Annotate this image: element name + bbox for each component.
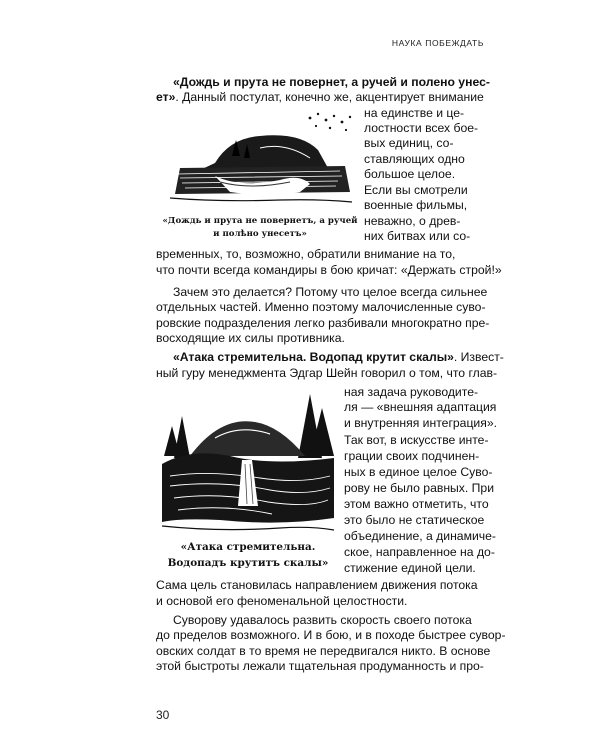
running-title: НАУКА ПОБЕЖДАТЬ [391, 38, 484, 48]
paragraph-4-line: Суворову удавалось развить скорость своего потока [173, 613, 472, 627]
page-number: 30 [156, 708, 170, 722]
paragraph-3-wrap-line: и внутренняя интеграция». [344, 416, 497, 430]
paragraph-1-line-1 [173, 75, 490, 90]
paragraph-3-wrap-line: это было не статическое [344, 513, 485, 527]
paragraph-4-line: этой быстроты лежали тщательная продуманность и про- [156, 659, 484, 673]
paragraph-3-wrap-line: рову не было равных. При [344, 481, 495, 495]
paragraph-1-wrap-line: неважно, о древ- [364, 214, 461, 228]
paragraph-3-wrap-line: грации своих подчинен- [344, 449, 480, 463]
figure-2-engraving [160, 386, 336, 534]
paragraph-4-line: овских солдат в то время не передвигался никто. В основе [156, 644, 491, 658]
paragraph-3-wrap-line: ское, направленное на до- [344, 545, 495, 559]
paragraph-1-wrap-line: военные фильмы, [364, 198, 468, 212]
mountain-waterfall-engraving [160, 386, 336, 534]
paragraph-3-line-1 [173, 350, 504, 365]
paragraph-1-full-line: временных, то, возможно, обратили внимание на то, [156, 247, 456, 261]
paragraph-3-text: . Извест- [453, 350, 504, 364]
paragraph-4-line: до пределов возможного. И в бою, и в походе быстрее сувор- [156, 628, 506, 642]
paragraph-3-wrap-line: ная задача руководите- [344, 385, 479, 399]
paragraph-1-wrap-line: Если вы смотрели [364, 183, 468, 197]
paragraph-1-wrap-line: них битвах или со- [364, 229, 471, 243]
paragraph-1-wrap-line: большое целое. [364, 167, 456, 181]
paragraph-3-full-line: и основой его феноменальной целостности. [156, 594, 408, 608]
figure-1-caption-line-2: и полѣно унесетъ» [213, 229, 307, 239]
paragraph-1-bold-quote-part2: ет» [156, 90, 176, 104]
paragraph-1-wrap-line: на единстве и це- [364, 106, 465, 120]
paragraph-3-line-2: ный гуру менеджмента Эдгар Шейн говорил о том, что глав- [156, 366, 498, 380]
paragraph-3-wrap-line: Так вот, в искусстве инте- [344, 433, 489, 447]
paragraph-3-wrap-line: объединение, а динамиче- [344, 529, 496, 543]
paragraph-1-wrap-line: лостности всех бое- [364, 121, 479, 135]
paragraph-2-line: ровские подразделения легко разбивали многократно пре- [156, 316, 490, 330]
paragraph-2-line: Зачем это делается? Потому что целое всегда сильнее [173, 285, 488, 299]
paragraph-3-wrap-line: этом важно отметить, что [344, 497, 489, 511]
figure-2-caption-line-1: «Атака стремительна. [180, 541, 316, 553]
paragraph-1-full-line: что почти всегда командиры в бою кричат: «Держать строй!» [156, 263, 502, 277]
paragraph-1-bold-quote-part1: «Дождь и прута не повернет, а ручей и полено унес- [173, 75, 490, 89]
paragraph-3-wrap-line: стижение единой цели. [344, 561, 476, 575]
paragraph-3-bold-lead: «Атака стремительна. Водопад крутит скалы» [173, 350, 454, 364]
hills-stream-engraving [160, 108, 360, 212]
paragraph-3-full-line: Сама цель становилась направлением движения потока [156, 578, 478, 592]
paragraph-3-wrap-line: ля — «внешняя адаптация [344, 400, 497, 414]
figure-2-caption-line-2: Водопадъ крутитъ скалы» [167, 557, 329, 569]
paragraph-1-text: . Данный постулат, конечно же, акцентирует внимание [175, 90, 484, 104]
paragraph-1-line-2 [156, 90, 484, 105]
paragraph-3-wrap-line: ных в единое целое Суво- [344, 465, 493, 479]
paragraph-2-line: восходящие их силы противника. [156, 331, 345, 345]
paragraph-1-wrap-line: ставляющих одно [364, 152, 465, 166]
paragraph-1-wrap-line: вых единиц, со- [364, 136, 454, 150]
figure-1-caption-line-1: «Дождь и прута не повернетъ, а ручей [162, 216, 358, 226]
paragraph-2-line: отдельных частей. Именно поэтому малочисленные суво- [156, 300, 486, 314]
figure-1-engraving [160, 108, 360, 212]
